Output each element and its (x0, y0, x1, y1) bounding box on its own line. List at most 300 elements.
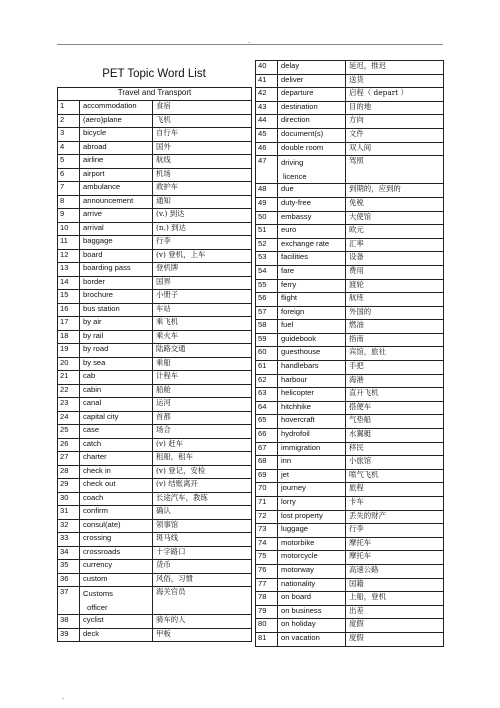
word-chinese: 风俗，习惯 (153, 573, 252, 587)
word-chinese: 食宿 (153, 101, 252, 115)
word-english: on vacation (278, 632, 346, 646)
word-chinese: 指南 (346, 333, 444, 347)
word-number: 8 (58, 195, 80, 209)
word-english: motorway (278, 564, 346, 578)
word-chinese: 驾照 (346, 156, 444, 184)
word-chinese: 启程（ depart ） (346, 88, 444, 102)
word-english: airport (80, 168, 153, 182)
word-english: journey (278, 483, 346, 497)
word-chinese: 延迟，推迟 (346, 61, 444, 75)
word-row (58, 519, 252, 533)
word-row (58, 371, 252, 385)
word-row (256, 74, 444, 88)
word-english: cyclist (80, 615, 153, 629)
word-number: 38 (58, 615, 80, 629)
word-chinese: 救护车 (153, 182, 252, 196)
word-row (256, 401, 444, 415)
word-number: 13 (58, 263, 80, 277)
word-number: 68 (256, 456, 278, 470)
word-number: 47 (256, 156, 278, 184)
word-english: on holiday (278, 619, 346, 633)
word-chinese: 十字路口 (153, 546, 252, 560)
word-row (256, 578, 444, 592)
word-english: hydrofoil (278, 429, 346, 443)
word-number: 14 (58, 276, 80, 290)
word-number: 6 (58, 168, 80, 182)
word-chinese: 行李 (346, 524, 444, 538)
word-row (256, 537, 444, 551)
word-chinese: 手把 (346, 361, 444, 375)
word-row (256, 211, 444, 225)
word-chinese: 航线 (153, 155, 252, 169)
word-number: 30 (58, 492, 80, 506)
word-english: luggage (278, 524, 346, 538)
word-number: 4 (58, 141, 80, 155)
word-english: arrival (80, 222, 153, 236)
word-english: guidebook (278, 333, 346, 347)
word-english: catch (80, 438, 153, 452)
word-english: Customs officer (80, 587, 153, 615)
word-number: 71 (256, 497, 278, 511)
word-number: 24 (58, 411, 80, 425)
word-english: case (80, 425, 153, 439)
word-chinese: 乘飞机 (153, 317, 252, 331)
word-english: by road (80, 344, 153, 358)
word-number: 73 (256, 524, 278, 538)
word-english: ambulance (80, 182, 153, 196)
word-english: arrive (80, 209, 153, 223)
word-number: 51 (256, 225, 278, 239)
word-number: 7 (58, 182, 80, 196)
word-english: currency (80, 560, 153, 574)
word-number: 58 (256, 320, 278, 334)
word-english: board (80, 249, 153, 263)
word-row (58, 101, 252, 115)
word-english: fare (278, 265, 346, 279)
word-chinese: 乘船 (153, 357, 252, 371)
word-row (58, 290, 252, 304)
word-number: 39 (58, 628, 80, 642)
word-chinese: 卡车 (346, 497, 444, 511)
word-chinese: 出差 (346, 605, 444, 619)
word-english: exchange rate (278, 238, 346, 252)
word-chinese: 确认 (153, 506, 252, 520)
word-row (58, 479, 252, 493)
word-number: 3 (58, 128, 80, 142)
word-chinese: 方向 (346, 115, 444, 129)
word-number: 42 (256, 88, 278, 102)
word-chinese: 领事馆 (153, 519, 252, 533)
word-number: 80 (256, 619, 278, 633)
word-number: 66 (256, 429, 278, 443)
word-row (256, 483, 444, 497)
word-chinese: (v) 登机，上车 (153, 249, 252, 263)
word-english: (aero)plane (80, 114, 153, 128)
word-row (58, 587, 252, 615)
word-english: fuel (278, 320, 346, 334)
word-row (256, 469, 444, 483)
word-number: 65 (256, 415, 278, 429)
word-chinese: 上船，登机 (346, 592, 444, 606)
word-chinese: (v.) 到达 (153, 209, 252, 223)
word-english: facilities (278, 252, 346, 266)
word-row (256, 88, 444, 102)
word-chinese: 斑马线 (153, 533, 252, 547)
word-chinese: (v) 赶车 (153, 438, 252, 452)
word-chinese: 海关官员 (153, 587, 252, 615)
word-row (256, 388, 444, 402)
word-number: 40 (256, 61, 278, 75)
word-english: on board (278, 592, 346, 606)
word-english: guesthouse (278, 347, 346, 361)
word-row (58, 560, 252, 574)
word-number: 77 (256, 578, 278, 592)
word-row (256, 101, 444, 115)
word-chinese: 运河 (153, 398, 252, 412)
word-number: 11 (58, 236, 80, 250)
word-number: 62 (256, 374, 278, 388)
word-number: 49 (256, 197, 278, 211)
word-english: ferry (278, 279, 346, 293)
word-row (256, 61, 444, 75)
word-row (256, 361, 444, 375)
word-english: double room (278, 142, 346, 156)
word-row (256, 293, 444, 307)
word-chinese: 宾馆，旅社 (346, 347, 444, 361)
word-chinese: 外国的 (346, 306, 444, 320)
word-number: 54 (256, 265, 278, 279)
word-row (256, 252, 444, 266)
word-row (58, 195, 252, 209)
word-english: flight (278, 293, 346, 307)
word-english: capital city (80, 411, 153, 425)
word-chinese: 到期的，应到的 (346, 184, 444, 198)
word-chinese: 渡轮 (346, 279, 444, 293)
word-chinese: 通知 (153, 195, 252, 209)
word-number: 43 (256, 101, 278, 115)
word-english: confirm (80, 506, 153, 520)
word-row (256, 156, 444, 184)
word-row (58, 533, 252, 547)
word-row (256, 306, 444, 320)
word-english: crossing (80, 533, 153, 547)
word-chinese: 移民 (346, 442, 444, 456)
word-number: 31 (58, 506, 80, 520)
word-chinese: 气垫船 (346, 415, 444, 429)
word-number: 12 (58, 249, 80, 263)
word-number: 72 (256, 510, 278, 524)
word-chinese: 小册子 (153, 290, 252, 304)
word-english: motorcycle (278, 551, 346, 565)
word-english: cab (80, 371, 153, 385)
word-row (58, 573, 252, 587)
word-number: 78 (256, 592, 278, 606)
word-row (256, 551, 444, 565)
word-number: 33 (58, 533, 80, 547)
word-number: 70 (256, 483, 278, 497)
word-chinese: 喷气飞机 (346, 469, 444, 483)
word-number: 50 (256, 211, 278, 225)
word-number: 20 (58, 357, 80, 371)
word-chinese: 骑车的人 (153, 615, 252, 629)
word-chinese: 水翼艇 (346, 429, 444, 443)
word-english: accommodation (80, 101, 153, 115)
word-chinese: 高速公路 (346, 564, 444, 578)
word-chinese: 货币 (153, 560, 252, 574)
word-english: harbour (278, 374, 346, 388)
word-table-right (255, 60, 444, 647)
header-dot: . (248, 36, 251, 45)
word-chinese: 燃油 (346, 320, 444, 334)
word-english: nationality (278, 578, 346, 592)
word-english: motorbike (278, 537, 346, 551)
word-row (58, 276, 252, 290)
word-chinese: 费用 (346, 265, 444, 279)
word-english: delay (278, 61, 346, 75)
word-chinese: 欧元 (346, 225, 444, 239)
word-english: charter (80, 452, 153, 466)
word-chinese: 场合 (153, 425, 252, 439)
word-english: bus station (80, 303, 153, 317)
word-english: jet (278, 469, 346, 483)
word-number: 48 (256, 184, 278, 198)
word-row (256, 456, 444, 470)
word-row (256, 429, 444, 443)
word-english: announcement (80, 195, 153, 209)
word-number: 45 (256, 128, 278, 142)
word-english: helicopter (278, 388, 346, 402)
word-number: 41 (256, 74, 278, 88)
word-number: 5 (58, 155, 80, 169)
word-row (256, 442, 444, 456)
word-number: 22 (58, 384, 80, 398)
word-number: 21 (58, 371, 80, 385)
word-chinese: 行李 (153, 236, 252, 250)
word-chinese: (v) 结账离开 (153, 479, 252, 493)
word-row (58, 411, 252, 425)
word-row (256, 142, 444, 156)
word-chinese: 文件 (346, 128, 444, 142)
word-chinese: 飞机 (153, 114, 252, 128)
word-english: abroad (80, 141, 153, 155)
word-number: 81 (256, 632, 278, 646)
page-title: PET Topic Word List (102, 68, 206, 80)
word-row (58, 209, 252, 223)
word-row (58, 263, 252, 277)
word-number: 53 (256, 252, 278, 266)
word-number: 36 (58, 573, 80, 587)
word-chinese: 直升飞机 (346, 388, 444, 402)
word-row (58, 249, 252, 263)
word-row (58, 506, 252, 520)
word-number: 75 (256, 551, 278, 565)
word-number: 60 (256, 347, 278, 361)
word-english: due (278, 184, 346, 198)
word-row (256, 225, 444, 239)
word-chinese: 机场 (153, 168, 252, 182)
word-number: 9 (58, 209, 80, 223)
word-chinese: 目的地 (346, 101, 444, 115)
word-chinese: 国外 (153, 141, 252, 155)
word-number: 74 (256, 537, 278, 551)
word-chinese: 度假 (346, 632, 444, 646)
word-row (256, 510, 444, 524)
word-number: 57 (256, 306, 278, 320)
word-chinese: 车站 (153, 303, 252, 317)
word-row (58, 114, 252, 128)
word-row (256, 333, 444, 347)
word-number: 64 (256, 401, 278, 415)
word-row (256, 497, 444, 511)
word-chinese: 设备 (346, 252, 444, 266)
word-english: by sea (80, 357, 153, 371)
word-english: handlebars (278, 361, 346, 375)
word-chinese: 摩托车 (346, 537, 444, 551)
word-number: 69 (256, 469, 278, 483)
word-chinese: 海港 (346, 374, 444, 388)
word-row (58, 452, 252, 466)
word-chinese: 乘火车 (153, 330, 252, 344)
word-row (58, 398, 252, 412)
word-english: lost property (278, 510, 346, 524)
word-row (58, 465, 252, 479)
word-english: custom (80, 573, 153, 587)
word-english: deliver (278, 74, 346, 88)
word-english: document(s) (278, 128, 346, 142)
word-number: 46 (256, 142, 278, 156)
word-number: 52 (256, 238, 278, 252)
word-row (256, 279, 444, 293)
word-row (58, 222, 252, 236)
word-chinese: 送货 (346, 74, 444, 88)
word-chinese: 自行车 (153, 128, 252, 142)
word-row (256, 524, 444, 538)
word-row (58, 330, 252, 344)
word-number: 67 (256, 442, 278, 456)
word-row (256, 619, 444, 633)
word-row (58, 317, 252, 331)
word-row (256, 184, 444, 198)
word-english: by rail (80, 330, 153, 344)
word-english: departure (278, 88, 346, 102)
word-english: embassy (278, 211, 346, 225)
word-number: 18 (58, 330, 80, 344)
word-row (58, 128, 252, 142)
word-row (58, 168, 252, 182)
word-english: brochure (80, 290, 153, 304)
word-row (256, 197, 444, 211)
word-chinese: (n.) 到达 (153, 222, 252, 236)
word-english: by air (80, 317, 153, 331)
word-number: 15 (58, 290, 80, 304)
word-english: destination (278, 101, 346, 115)
word-number: 29 (58, 479, 80, 493)
word-number: 10 (58, 222, 80, 236)
word-row (58, 182, 252, 196)
word-chinese: 甲板 (153, 628, 252, 642)
word-chinese: 国籍 (346, 578, 444, 592)
word-number: 1 (58, 101, 80, 115)
word-row (256, 265, 444, 279)
word-chinese: 国界 (153, 276, 252, 290)
word-english: foreign (278, 306, 346, 320)
word-number: 26 (58, 438, 80, 452)
word-number: 19 (58, 344, 80, 358)
word-row (58, 628, 252, 642)
word-chinese: (v) 登记，安检 (153, 465, 252, 479)
word-english: direction (278, 115, 346, 129)
word-row (58, 425, 252, 439)
word-number: 56 (256, 293, 278, 307)
word-row (58, 236, 252, 250)
word-row (58, 357, 252, 371)
word-row (256, 632, 444, 646)
word-english: border (80, 276, 153, 290)
word-english: cabin (80, 384, 153, 398)
word-english: immigration (278, 442, 346, 456)
word-chinese: 大使馆 (346, 211, 444, 225)
word-number: 76 (256, 564, 278, 578)
word-row (58, 155, 252, 169)
word-number: 16 (58, 303, 80, 317)
word-english: bicycle (80, 128, 153, 142)
word-number: 17 (58, 317, 80, 331)
word-chinese: 船舱 (153, 384, 252, 398)
word-row (256, 238, 444, 252)
word-number: 61 (256, 361, 278, 375)
word-english: inn (278, 456, 346, 470)
word-chinese: 度假 (346, 619, 444, 633)
word-table-left (57, 87, 252, 642)
footer-dot: . (62, 692, 65, 701)
word-english: hovercraft (278, 415, 346, 429)
word-chinese: 丢失的财产 (346, 510, 444, 524)
word-english: baggage (80, 236, 153, 250)
word-english: lorry (278, 497, 346, 511)
word-row (58, 615, 252, 629)
word-row (256, 564, 444, 578)
word-english: crossroads (80, 546, 153, 560)
section-header: Travel and Transport (58, 88, 252, 101)
word-row (58, 344, 252, 358)
word-number: 23 (58, 398, 80, 412)
word-chinese: 双人间 (346, 142, 444, 156)
word-chinese: 摩托车 (346, 551, 444, 565)
word-row (256, 374, 444, 388)
word-english: check out (80, 479, 153, 493)
word-chinese: 免税 (346, 197, 444, 211)
word-english: boarding pass (80, 263, 153, 277)
word-row (256, 320, 444, 334)
word-english: euro (278, 225, 346, 239)
word-row (256, 592, 444, 606)
word-english: check in (80, 465, 153, 479)
word-english: airline (80, 155, 153, 169)
word-number: 25 (58, 425, 80, 439)
word-number: 27 (58, 452, 80, 466)
word-row (58, 438, 252, 452)
word-english: canal (80, 398, 153, 412)
word-row (58, 303, 252, 317)
word-number: 34 (58, 546, 80, 560)
word-row (58, 492, 252, 506)
word-number: 79 (256, 605, 278, 619)
word-row (256, 347, 444, 361)
word-chinese: 小旅馆 (346, 456, 444, 470)
word-chinese: 旅程 (346, 483, 444, 497)
word-row (256, 128, 444, 142)
word-chinese: 首都 (153, 411, 252, 425)
